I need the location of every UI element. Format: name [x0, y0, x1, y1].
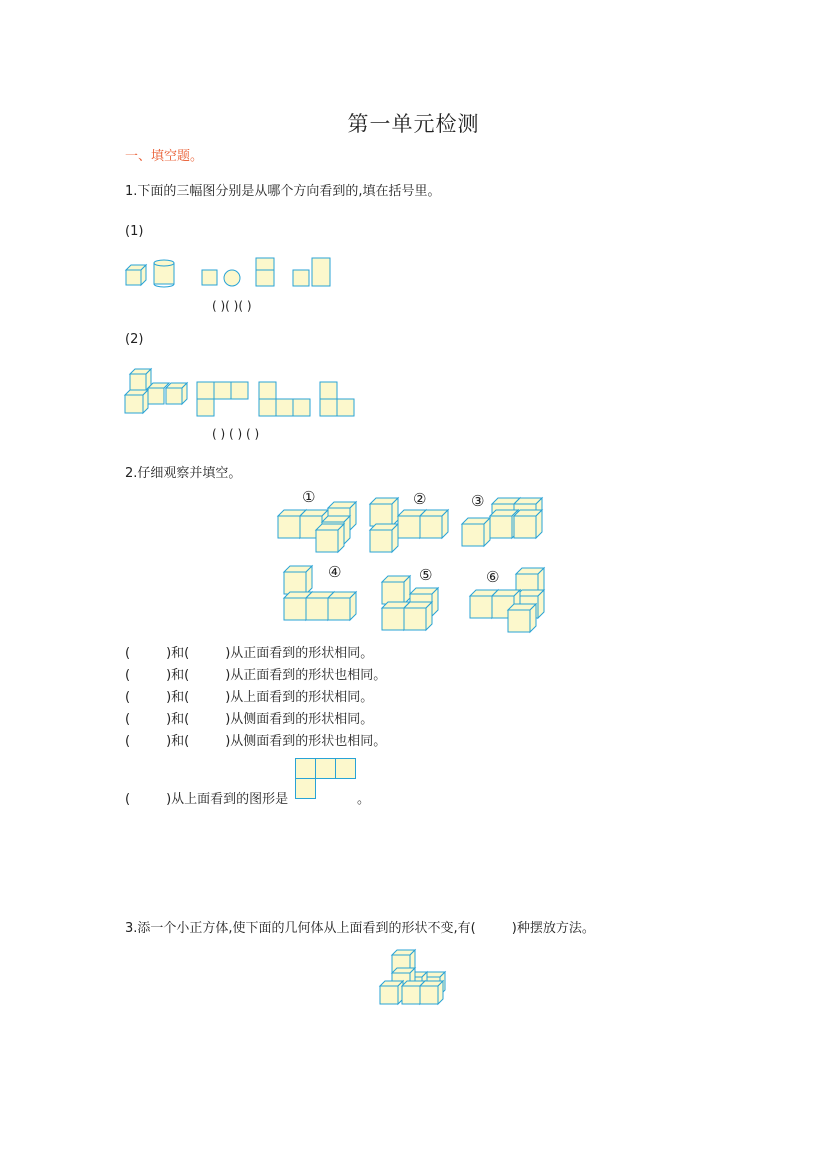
q1-part1-answer-blanks[interactable]: ( )( )( )	[212, 299, 252, 313]
figure-label-4: ④	[328, 563, 342, 581]
q2-line-6[interactable]: ( )从上面看到的图形是	[125, 792, 289, 807]
figure-label-2: ②	[413, 490, 427, 508]
q2-line-3[interactable]: ( )和( )从上面看到的形状相同。	[125, 690, 374, 705]
question-1-part-1: (1)	[125, 224, 144, 239]
figure-label-5: ⑤	[419, 566, 433, 584]
figure-label-6: ⑥	[486, 568, 500, 586]
figure-6	[470, 568, 544, 632]
q2-line-4[interactable]: ( )和( )从侧面看到的形状相同。	[125, 712, 374, 727]
cube-stack-figure	[125, 369, 187, 413]
q2-line-2[interactable]: ( )和( )从正面看到的形状也相同。	[125, 668, 387, 683]
q3-figure	[376, 946, 450, 1010]
figure-label-1: ①	[302, 488, 316, 506]
figure-2	[370, 498, 448, 552]
figure-label-3: ③	[471, 492, 485, 510]
figure-1	[278, 502, 356, 552]
q1-part2-figures	[120, 362, 360, 422]
cube-figure	[126, 265, 146, 285]
q2-line-6-end: 。	[357, 792, 371, 807]
view-c-square	[293, 270, 309, 286]
question-1-part-2: (2)	[125, 332, 144, 347]
page-title: 第一单元检测	[347, 112, 480, 136]
figure-5	[382, 576, 438, 630]
view-b-bottom	[256, 270, 274, 286]
q1-part1-figures	[120, 252, 340, 294]
figure-4	[284, 566, 356, 620]
question-1: 1.下面的三幅图分别是从哪个方向看到的,填在括号里。	[125, 184, 441, 199]
question-3[interactable]: 3.添一个小正方体,使下面的几何体从上面看到的形状不变,有( )种摆放方法。	[125, 921, 595, 936]
cylinder-figure	[154, 260, 174, 287]
question-2: 2.仔细观察并填空。	[125, 466, 242, 481]
view-b-top	[256, 258, 274, 270]
view-c-rect	[312, 258, 330, 286]
section-heading: 一、填空题。	[125, 149, 204, 164]
top-view-shape	[295, 758, 357, 800]
q2-line-5[interactable]: ( )和( )从侧面看到的形状也相同。	[125, 734, 387, 749]
q1-part2-answer-blanks[interactable]: ( ) ( ) ( )	[212, 427, 260, 441]
view-a-square	[202, 270, 217, 285]
q2-figures	[270, 488, 560, 638]
view-a-circle	[224, 270, 240, 286]
q2-line-1[interactable]: ( )和( )从正面看到的形状相同。	[125, 646, 374, 661]
